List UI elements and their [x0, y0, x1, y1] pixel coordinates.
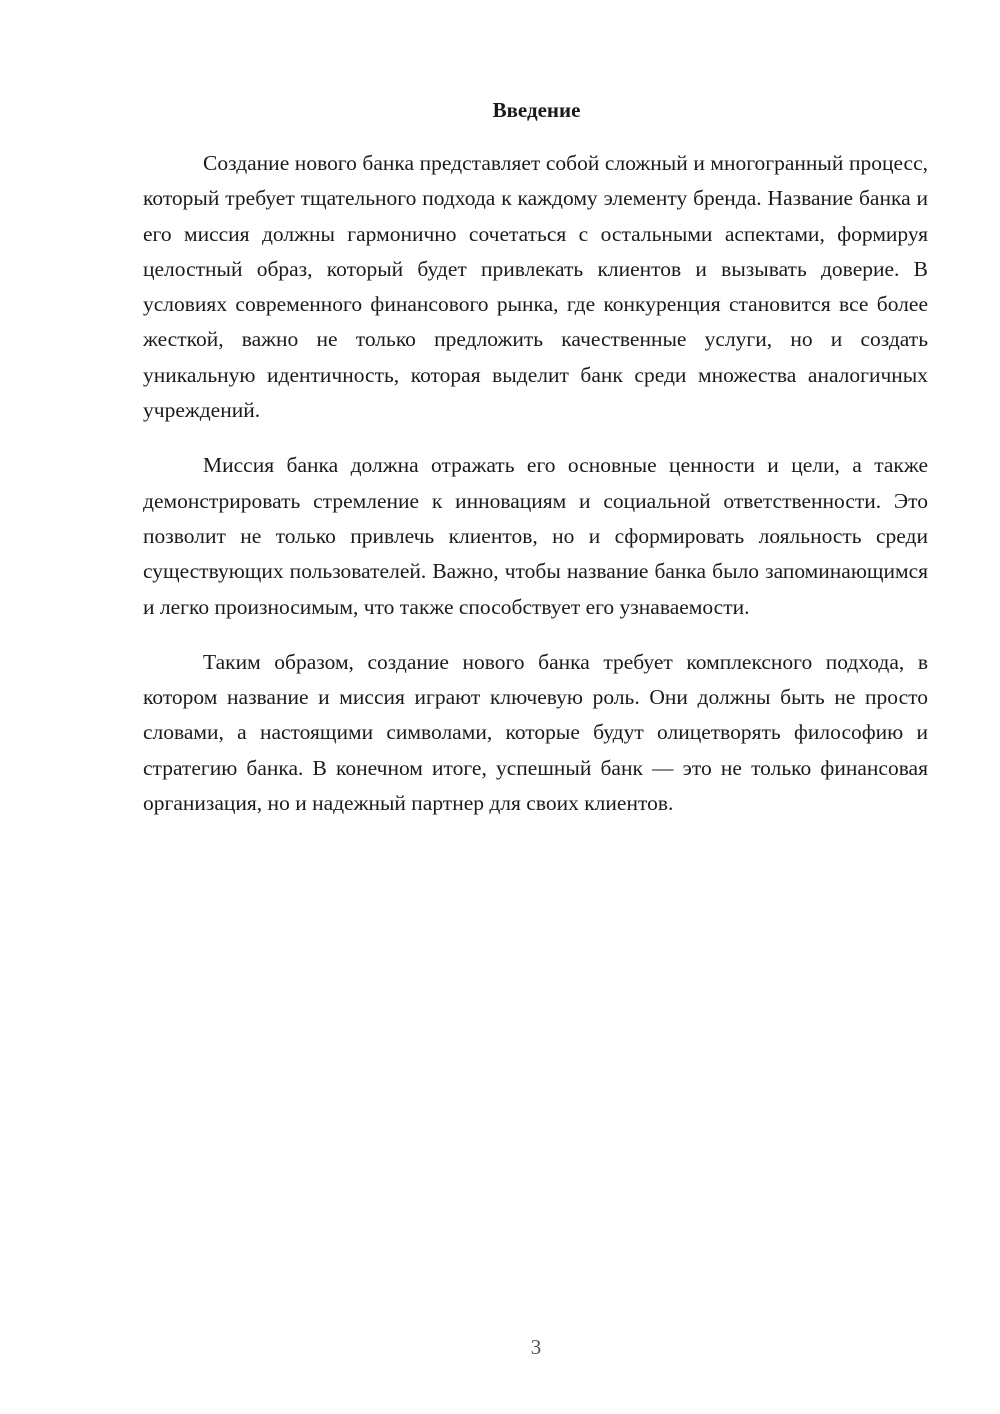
paragraph-mission: Миссия банка должна отражать его основные ценности и цели, а также демонстрировать стремление к инновациям и социальной ответственности. Это позволит не только привлечь клиентов, но и сформировать лояльность среди существующих пользователей. Важно, чтобы название банка было запоминающимся и легко произносимым, что также способствует его узнаваемости.	[143, 453, 928, 619]
paragraph-intro: Создание нового банка представляет собой сложный и многогранный процесс, который требует тщательного подхода к каждому элементу бренда. Название банка и его миссия должны гармонично сочетаться с остальными аспектами, формируя целостный образ, который будет привлекать клиентов и вызывать доверие. В условиях современного финансового рынка, где конкуренция становится все более жесткой, важно не только предложить качественные услуги, но и создать уникальную идентичность, которая выделит банк среди множества аналогичных учреждений.	[143, 151, 928, 423]
section-title: Введение	[492, 98, 581, 122]
page-content	[143, 94, 928, 841]
paragraph-conclusion: Таким образом, создание нового банка требует комплексного подхода, в котором название и миссия играют ключевую роль. Они должны быть не просто словами, а настоящими символами, которые будут олицетворять философию и стратегию банка. В конечном итоге, успешный банк — это не только финансовая организация, но и надежный партнер для своих клиентов.	[143, 649, 928, 816]
page-number: 3	[530, 1335, 542, 1359]
